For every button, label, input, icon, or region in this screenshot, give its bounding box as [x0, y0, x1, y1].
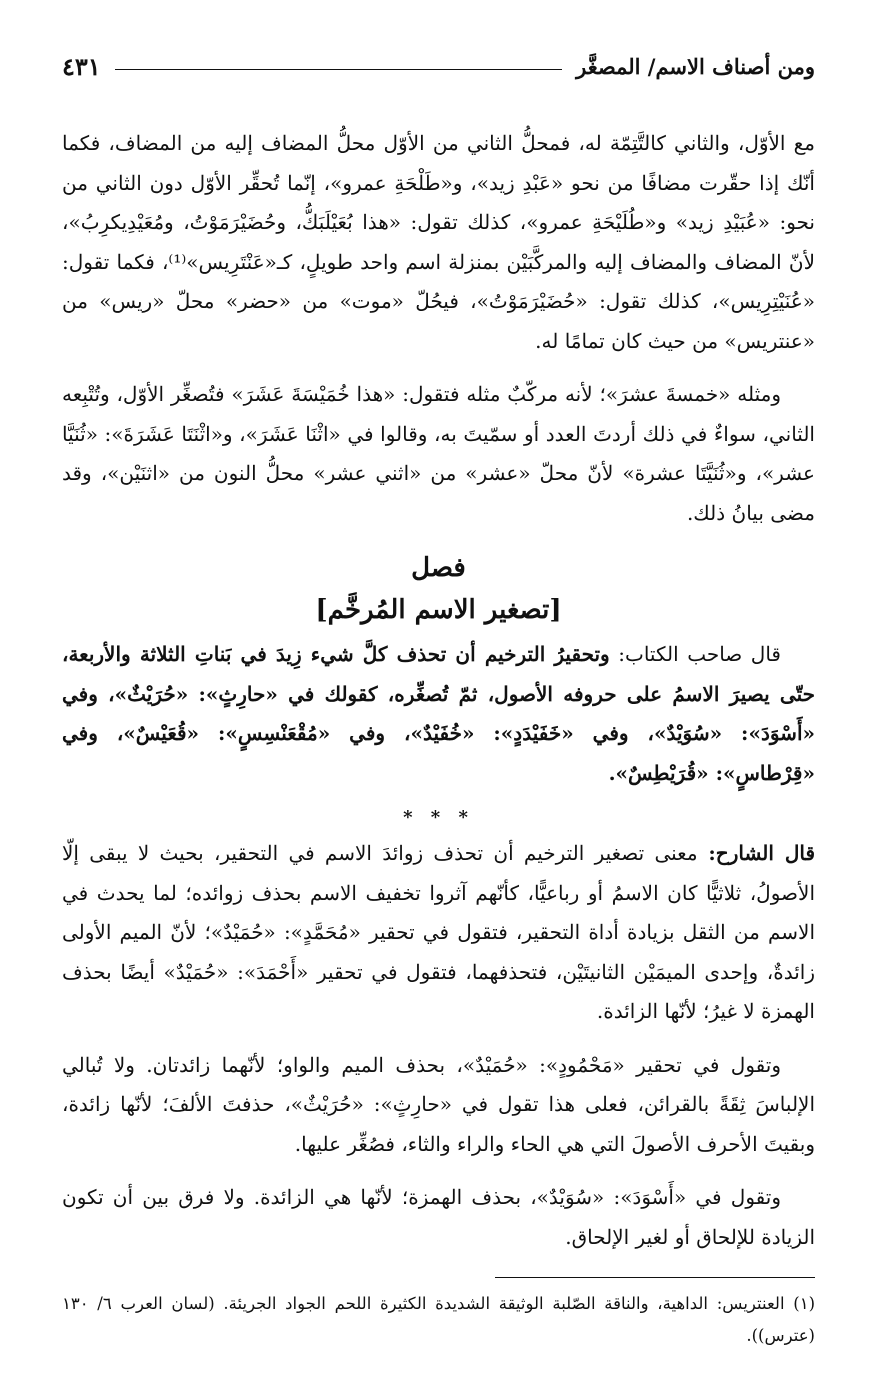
paragraph-2: ومثله «خمسةَ عشرَ»؛ لأنه مركّبٌ مثله فتقول: «هذا خُمَيْسَةَ عَشَرَ» فتُصغِّر الأوّل، وتُتْبِعه الثاني، سواءٌ في ذلك أردتَ العدد أو سمّيتَ به، وقالوا في «اثْنَا عَشَرَ»، و«اثْنَتَا عَشَرَةَ»: «ثُنَيَّا عشر»، و«ثُنَيَّتَا عشرة» لأنّ محلّ «عشر» من «اثني عشر» محلُّ النون من «اثنَيْن»، وقد مضى بيانُ ذلك. [62, 382, 815, 525]
section-separator: * * * [403, 807, 474, 828]
section-subheading: [تصغير الاسم المُرخَّم] [315, 595, 562, 625]
sharh-paragraph-3: وتقول في «أَسْوَدَ»: «سُوَيْدٌ»، بحذف الهمزة؛ لأنّها هي الزائدة. ولا فرق بين أن تكون الزيادة للإلحاق أو لغير الإلحاق. [62, 1185, 815, 1249]
footnote: (١) العنتريس: الداهية، والناقة الصّلبة الوثيقة الشديدة الكثيرة اللحم الجواد الجريئة. (لسان العرب ٦/ ١٣٠ (عترس)). [62, 1294, 816, 1345]
matn-intro: قال صاحب الكتاب: [609, 642, 781, 666]
sharh-text-1: معنى تصغير الترخيم أن تحذف زوائدَ الاسم في التحقير، بحيث لا يبقى إلّا الأصولُ، ثلاثيًّا كان الاسمُ أو رباعيًّا، كأنّهم آثروا تخفيف الاسم بحذف زوائده؛ لما يحدث في الاسم من الثقل بزيادة أداة التحقير، فتقول في تحقير «مُحَمَّدٍ»: «حُمَيْدٌ»؛ لأنّ الميم الأولى زائدةٌ، وإحدى الميمَيْن الثانيتَيْن، فتحذفهما، فتقول في تحقير «أَحْمَدَ»: «حُمَيْدٌ» أيضًا بحذف الهمزة لا غيرُ؛ لأنّها الزائدة. [62, 841, 815, 1023]
paragraph-1: مع الأوّل، والثاني كالتَّتِمّة له، فمحلُّ الثاني من الأوّل محلُّ المضاف إليه من المضاف، فكما أنّك إذا حقّرت مضافًا من نحو «عَبْدِ زيد»، و«طَلْحَةِ عمرو»، إنّما تُحقِّر الأوّل دون الثاني من نحو: «عُبَيْدِ زيد» و«طُلَيْحَةِ عمرو»، كذلك تقول: «هذا بُعَيْلَبَكُّ، وحُضَيْرَمَوْتُ، ومُعَيْدِيكرِبُ»، لأنّ المضاف والمضاف إليه والمركَّبَيْن بمنزلة اسم واحد طويلٍ، كـ«عَنْتَرِيس»⁽¹⁾، فكما تقول: «عُنَيْتِرِيس»، كذلك تقول: «حُضَيْرَمَوْتُ»، فيحُلّ «موت» من «حضر» محلّ «ريس» من «عنتريس» من حيث كان تمامًا له. [62, 131, 815, 353]
matn-paragraph [62, 635, 815, 793]
running-head [62, 48, 815, 84]
sharh-paragraph-1 [62, 834, 815, 1032]
footnote-rule [495, 1277, 815, 1278]
sharh-intro: قال الشارح: [697, 841, 815, 865]
sharh-paragraph-2: وتقول في تحقير «مَحْمُودٍ»: «حُمَيْدٌ»، بحذف الميم والواو؛ لأنّهما زائدتان. ولا تُبالي الإلباسَ ثِقَةً بالقرائن، فعلى هذا تقول في «حارِثٍ»: «حُرَيْثٌ»، حذفتَ الألفَ؛ لأنّها زائدة، وبقيتَ الأحرف الأصولَ التي هي الحاء والراء والثاء، فصُغِّر عليها. [62, 1052, 815, 1156]
running-head-title: ومن أصناف الاسم/ المصغَّر [576, 53, 815, 79]
running-head-rule [115, 69, 562, 70]
page-number: ٤٣١ [62, 51, 101, 81]
section-heading: فصل [411, 553, 466, 583]
matn-text: وتحقيرُ الترخيم أن تحذف كلَّ شيء زِيدَ في بَناتِ الثلاثة والأربعة، حتّى يصيرَ الاسمُ على حروفه الأصول، ثمّ تُصغِّره، كقولك في «حارِثٍ»: «حُرَيْثٌ»، وفي «أَسْوَدَ»: «سُوَيْدٌ»، وفي «خَفَيْدَدٍ»: «خُفَيْدٌ»، وفي «مُقْعَنْسِسٍ»: «قُعَيْسٌ»، وفي «قِرْطاسٍ»: «قُرَيْطِسٌ». [62, 642, 815, 785]
